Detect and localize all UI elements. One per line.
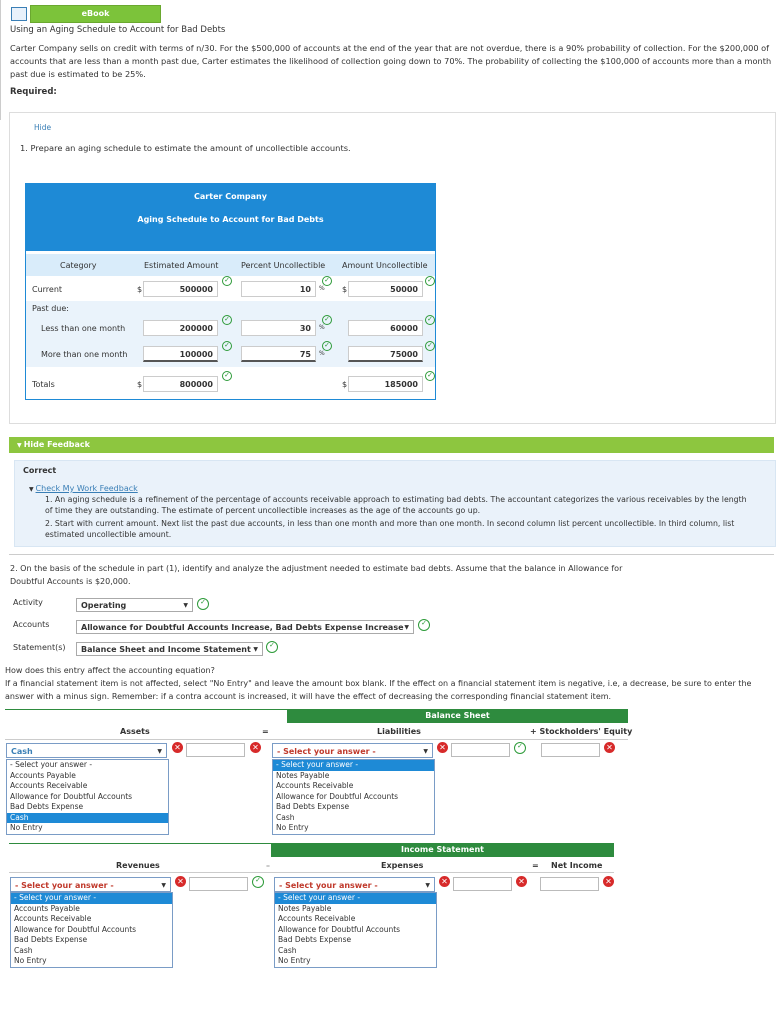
revenues-dropdown-list[interactable] (10, 892, 173, 968)
past-due-row (26, 301, 435, 315)
liabilities-amount-input[interactable] (451, 743, 510, 757)
totals-uncollectible-input[interactable]: 185000 (348, 376, 423, 392)
less-than-month-label: Less than one month (41, 324, 126, 333)
past-due-label: Past due: (32, 304, 69, 313)
net-income-amount-input[interactable] (540, 877, 599, 891)
feedback-status: Correct (23, 466, 57, 475)
incorrect-icon: ✕ (439, 876, 450, 887)
dropdown-option[interactable]: Accounts Receivable (278, 914, 356, 923)
problem-title: Using an Aging Schedule to Account for Bad Debts (10, 25, 226, 35)
dropdown-option[interactable]: Bad Debts Expense (14, 935, 88, 944)
revenues-select-value: - Select your answer - (15, 881, 114, 890)
incorrect-icon: ✕ (172, 742, 183, 753)
feedback-box (14, 460, 776, 547)
check-icon: ✓ (266, 641, 278, 653)
less-month-percent-input[interactable]: 30 (241, 320, 316, 336)
dropdown-arrow-icon: ▼ (425, 882, 430, 889)
dropdown-option[interactable]: Accounts Receivable (276, 781, 354, 790)
assets-select-value: Cash (11, 747, 33, 756)
triangle-icon: ▼ (17, 442, 24, 449)
effect-instructions (5, 664, 775, 703)
liabilities-header: Liabilities (377, 727, 421, 736)
check-icon: ✓ (222, 371, 232, 381)
header-divider (9, 872, 614, 873)
check-icon: ✓ (322, 315, 332, 325)
accounts-select[interactable] (76, 620, 414, 634)
question-2: 2. On the basis of the schedule in part (1), identify and analyze the adjustment needed to estimate bad debts. Assume that the balance in Allowance for Doubtful Accounts is $20,000. (10, 564, 623, 586)
revenues-amount-input[interactable] (189, 877, 248, 891)
expenses-dropdown-list[interactable] (274, 892, 437, 968)
dropdown-option-selected[interactable]: - Select your answer - (273, 760, 434, 771)
check-icon: ✓ (322, 276, 332, 286)
header-percent: Percent Uncollectible (241, 261, 326, 270)
statements-value: Balance Sheet and Income Statement (81, 645, 251, 654)
equity-amount-input[interactable] (541, 743, 600, 757)
less-month-uncollectible-input[interactable]: 60000 (348, 320, 423, 336)
triangle-icon: ▼ (29, 486, 36, 493)
dropdown-option[interactable]: Allowance for Doubtful Accounts (14, 924, 137, 934)
aging-schedule (25, 183, 436, 400)
dropdown-option[interactable]: Notes Payable (276, 770, 330, 780)
dropdown-option-selected[interactable]: - Select your answer - (11, 893, 172, 904)
assets-header: Assets (120, 727, 150, 736)
check-icon: ✓ (514, 742, 526, 754)
more-month-percent-input[interactable]: 75 (241, 346, 316, 362)
incorrect-icon: ✕ (516, 876, 527, 887)
statements-label: Statement(s) (13, 643, 66, 652)
dollar-sign: $ (342, 380, 348, 389)
dropdown-option[interactable]: Bad Debts Expense (278, 935, 352, 944)
dropdown-option[interactable]: Notes Payable (278, 903, 332, 913)
expenses-header: Expenses (381, 861, 424, 870)
incorrect-icon: ✕ (250, 742, 261, 753)
statements-select[interactable] (76, 642, 263, 656)
accounts-label: Accounts (13, 620, 50, 629)
expenses-select-value: - Select your answer - (279, 881, 378, 890)
more-than-month-label: More than one month (41, 350, 128, 359)
percent-sign: % (319, 350, 325, 357)
dropdown-arrow-icon: ▼ (157, 748, 162, 755)
more-month-amount-input[interactable]: 100000 (143, 346, 218, 362)
check-icon: ✓ (425, 341, 435, 351)
hide-feedback-bar[interactable] (9, 437, 774, 453)
liabilities-select[interactable] (272, 743, 433, 758)
dropdown-arrow-icon: ▼ (423, 748, 428, 755)
minus-sign: – (266, 861, 270, 870)
dropdown-option[interactable]: No Entry (14, 956, 47, 965)
totals-amount-input[interactable]: 800000 (143, 376, 218, 392)
effect-question: How does this entry affect the accounting equation? (5, 666, 215, 675)
accounts-value: Allowance for Doubtful Accounts Increase, Bad Debts Expense Increase (81, 623, 404, 632)
liabilities-select-value: - Select your answer - (277, 747, 376, 756)
percent-sign: % (319, 285, 325, 292)
check-work-link[interactable]: Check My Work Feedback (35, 484, 138, 493)
check-icon: ✓ (425, 315, 435, 325)
income-statement-title: Income Statement (271, 843, 614, 857)
dropdown-option[interactable]: Accounts Receivable (10, 781, 88, 790)
dropdown-option[interactable]: Allowance for Doubtful Accounts (10, 791, 133, 801)
check-icon: ✓ (222, 315, 232, 325)
current-amount-input[interactable]: 500000 (143, 281, 218, 297)
book-icon[interactable] (11, 7, 27, 21)
equals-sign: = (532, 861, 539, 870)
revenues-select[interactable] (10, 877, 171, 892)
incorrect-icon: ✕ (437, 742, 448, 753)
assets-dropdown-list[interactable] (6, 759, 169, 835)
header-amount: Amount Uncollectible (342, 261, 428, 270)
dropdown-arrow-icon: ▼ (161, 882, 166, 889)
problem-text: Carter Company sells on credit with terms of n/30. For the $500,000 of accounts at the end of the year that are not overdue, there is a 90% probability of collection. For the $200,000 of accounts that are less than a month past due, Carter estimates the likelihood of collection going down to 70%. The probability of collecting the $100,000 of accounts more than a month past due is estimated to be 25%. (10, 43, 772, 79)
schedule-subtitle: Aging Schedule to Account for Bad Debts (137, 215, 324, 224)
dropdown-option[interactable]: Accounts Payable (14, 903, 80, 913)
feedback-item-2: 2. Start with current amount. Next list the past due accounts, in less than one month and more than one month. In second column list percent uncollectible. In third column, list estimated uncollectible amount. (45, 519, 735, 539)
dropdown-option[interactable]: Allowance for Doubtful Accounts (278, 924, 401, 934)
dropdown-option[interactable]: Bad Debts Expense (10, 802, 84, 811)
dropdown-option[interactable]: Cash (276, 812, 295, 822)
hide-link[interactable]: Hide (34, 123, 52, 132)
column-headers (26, 254, 435, 276)
feedback-item-1: 1. An aging schedule is a refinement of the percentage of accounts receivable approach to estimating bad debts. The accountant categorizes the various receivables by the length of time they are outstanding. The estimate of percent uncollectible increases as the age of the accounts go up. (45, 495, 747, 515)
question-1: 1. Prepare an aging schedule to estimate the amount of uncollectible accounts. (20, 143, 351, 153)
dropdown-option[interactable]: No Entry (278, 956, 311, 965)
current-percent-input[interactable]: 10 (241, 281, 316, 297)
company-name: Carter Company (194, 192, 267, 201)
current-uncollectible-input[interactable]: 50000 (348, 281, 423, 297)
dropdown-option[interactable]: Accounts Payable (10, 770, 76, 780)
check-icon: ✓ (322, 341, 332, 351)
check-icon: ✓ (252, 876, 264, 888)
header-divider (5, 739, 628, 740)
expenses-select[interactable] (274, 877, 435, 892)
dropdown-option[interactable]: Cash (14, 945, 33, 955)
dropdown-arrow-icon: ▼ (183, 602, 188, 609)
effect-instruction-text: If a financial statement item is not affected, select "No Entry" and leave the amount box blank. If the effect on a financial statement item is negative, i.e, a decrease, be sure to enter the answer with a minus sign. Remember: if a contra account is increased, it will have the effect of decreasing the corresponding financial statement item. (5, 679, 752, 701)
dollar-sign: $ (137, 285, 143, 294)
dropdown-option[interactable]: Accounts Receivable (14, 914, 92, 923)
dropdown-arrow-icon: ▼ (404, 624, 409, 631)
check-icon: ✓ (418, 619, 430, 631)
less-month-amount-input[interactable]: 200000 (143, 320, 218, 336)
check-icon: ✓ (425, 276, 435, 286)
activity-select[interactable] (76, 598, 193, 612)
header-category: Category (60, 261, 97, 270)
assets-amount-input[interactable] (186, 743, 245, 757)
check-icon: ✓ (222, 341, 232, 351)
totals-label: Totals (32, 380, 55, 389)
equity-header: + Stockholders' Equity (530, 727, 633, 736)
dollar-sign: $ (342, 285, 348, 294)
activity-label: Activity (13, 598, 43, 607)
dropdown-option[interactable]: No Entry (10, 823, 43, 832)
check-icon: ✓ (197, 598, 209, 610)
dropdown-option-selected[interactable]: - Select your answer - (275, 893, 436, 904)
more-month-uncollectible-input[interactable]: 75000 (348, 346, 423, 362)
check-icon: ✓ (222, 276, 232, 286)
dropdown-option[interactable]: - Select your answer - (10, 760, 93, 769)
incorrect-icon: ✕ (604, 742, 615, 753)
schedule-header (26, 184, 435, 251)
revenues-header: Revenues (116, 861, 160, 870)
liabilities-dropdown-list[interactable] (272, 759, 435, 835)
percent-sign: % (319, 324, 325, 331)
incorrect-icon: ✕ (603, 876, 614, 887)
divider (9, 554, 774, 555)
dropdown-option[interactable]: Bad Debts Expense (276, 802, 350, 811)
dropdown-arrow-icon: ▼ (253, 646, 258, 653)
dropdown-option[interactable]: Cash (278, 945, 297, 955)
required-label: Required: (10, 87, 57, 97)
assets-select[interactable] (6, 743, 167, 758)
check-icon: ✓ (425, 371, 435, 381)
dropdown-option[interactable]: No Entry (276, 823, 309, 832)
feedback-link-row (29, 484, 138, 493)
dollar-sign: $ (137, 380, 143, 389)
ebook-button[interactable]: eBook (30, 5, 161, 23)
dropdown-option[interactable]: Allowance for Doubtful Accounts (276, 791, 399, 801)
hide-feedback-label: Hide Feedback (23, 440, 90, 449)
dropdown-option-selected[interactable]: Cash (7, 813, 168, 824)
incorrect-icon: ✕ (175, 876, 186, 887)
balance-sheet-title: Balance Sheet (287, 709, 628, 723)
expenses-amount-input[interactable] (453, 877, 512, 891)
left-border (0, 0, 1, 120)
activity-value: Operating (81, 601, 127, 610)
net-income-header: Net Income (551, 861, 603, 870)
current-label: Current (32, 285, 63, 294)
equals-sign: = (262, 727, 269, 736)
header-estimated: Estimated Amount (144, 261, 219, 270)
